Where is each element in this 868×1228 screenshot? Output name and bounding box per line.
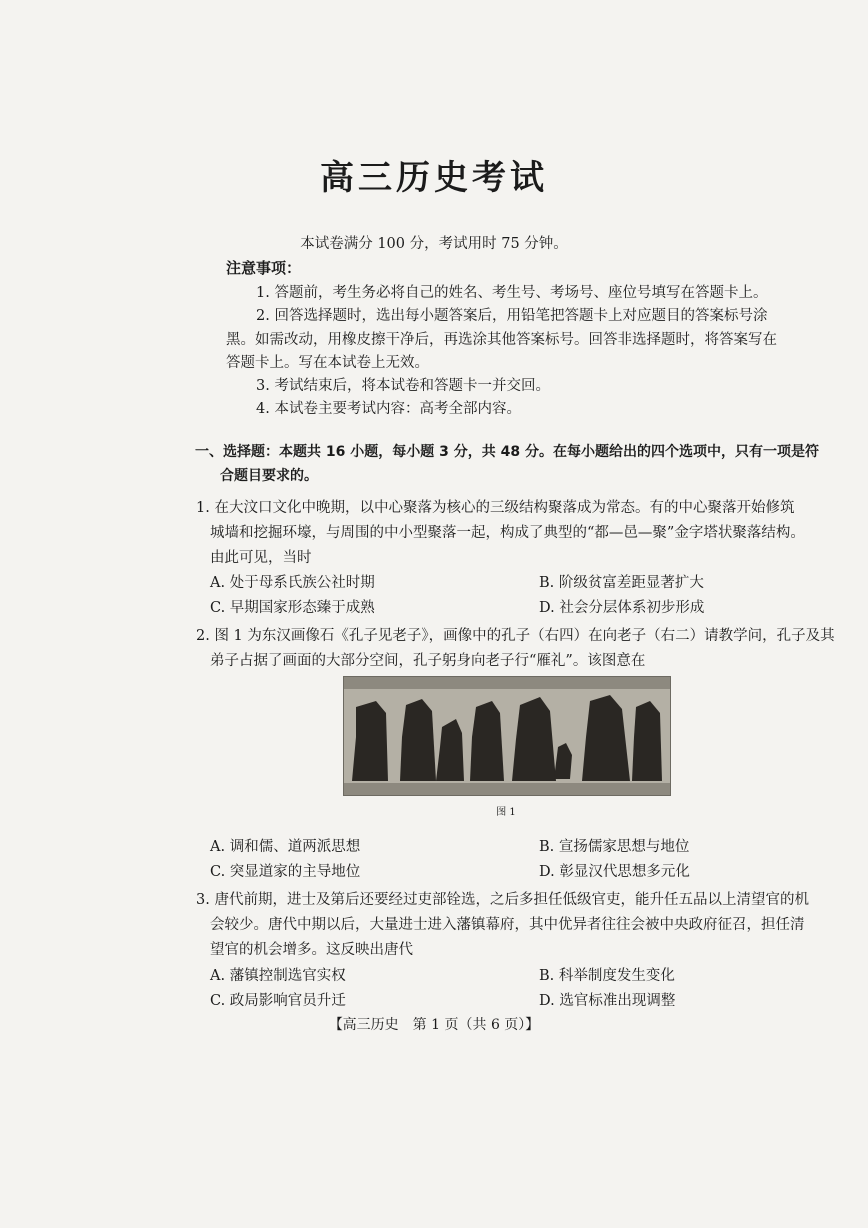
option-2b: B. 宣扬儒家思想与地位 [539, 839, 690, 855]
option-3d: D. 选官标准出现调整 [539, 993, 676, 1009]
option-2d: D. 彰显汉代思想多元化 [539, 864, 690, 880]
notice-line: 4. 本试卷主要考试内容：高考全部内容。 [256, 401, 521, 417]
exam-info: 本试卷满分 100 分，考试用时 75 分钟。 [300, 236, 568, 252]
notice-heading: 注意事项： [226, 259, 302, 277]
option-1b: B. 阶级贫富差距显著扩大 [539, 575, 704, 591]
question-2-stem: 弟子占据了画面的大部分空间，孔子躬身向老子行“雁礼”。该图意在 [210, 653, 646, 669]
question-3-stem: 会较少。唐代中期以后，大量进士进入藩镇幕府，其中优异者往往会被中央政府征召，担任清 [210, 917, 805, 933]
option-3c: C. 政局影响官员升迁 [210, 993, 346, 1009]
question-1-stem: 1. 在大汶口文化中晚期，以中心聚落为核心的三级结构聚落成为常态。有的中心聚落开始修筑 [196, 500, 795, 516]
notice-line: 答题卡上。写在本试卷上无效。 [226, 355, 429, 371]
section-heading-cont: 合题目要求的。 [220, 468, 318, 484]
question-1-stem: 由此可见，当时 [210, 550, 312, 566]
question-1-stem: 城墙和挖掘环壕，与周围的中小型聚落一起，构成了典型的“都—邑—聚”金字塔状聚落结构。 [210, 525, 805, 541]
stone-relief-illustration [344, 677, 670, 795]
figure-stone-relief [343, 676, 671, 796]
option-1c: C. 早期国家形态臻于成熟 [210, 600, 375, 616]
notice-line: 1. 答题前，考生务必将自己的姓名、考生号、考场号、座位号填写在答题卡上。 [256, 285, 768, 301]
question-3-stem: 望官的机会增多。这反映出唐代 [210, 942, 413, 958]
question-2-stem: 2. 图 1 为东汉画像石《孔子见老子》，画像中的孔子（右四）在向老子（右二）请教学问，孔子及其 [196, 628, 835, 644]
page-footer: 【高三历史 第 1 页（共 6 页）】 [328, 1017, 540, 1033]
notice-line: 黑。如需改动，用橡皮擦干净后，再选涂其他答案标号。回答非选择题时，将答案写在 [226, 332, 777, 348]
option-3a: A. 藩镇控制选官实权 [210, 968, 346, 984]
notice-line: 2. 回答选择题时，选出每小题答案后，用铅笔把答题卡上对应题目的答案标号涂 [256, 308, 768, 324]
section-heading: 一、选择题：本题共 16 小题，每小题 3 分，共 48 分。在每小题给出的四个选项中，只有一项是符 [195, 444, 819, 460]
page-title: 高三历史考试 [320, 158, 548, 198]
notice-line: 3. 考试结束后，将本试卷和答题卡一并交回。 [256, 378, 550, 394]
figure-caption: 图 1 [496, 807, 516, 818]
question-3-stem: 3. 唐代前期，进士及第后还要经过吏部铨选，之后多担任低级官吏，能升任五品以上清望官的机 [196, 892, 809, 908]
option-2c: C. 突显道家的主导地位 [210, 864, 361, 880]
option-1d: D. 社会分层体系初步形成 [539, 600, 705, 616]
option-2a: A. 调和儒、道两派思想 [210, 839, 361, 855]
option-3b: B. 科举制度发生变化 [539, 968, 675, 984]
option-1a: A. 处于母系氏族公社时期 [210, 575, 375, 591]
